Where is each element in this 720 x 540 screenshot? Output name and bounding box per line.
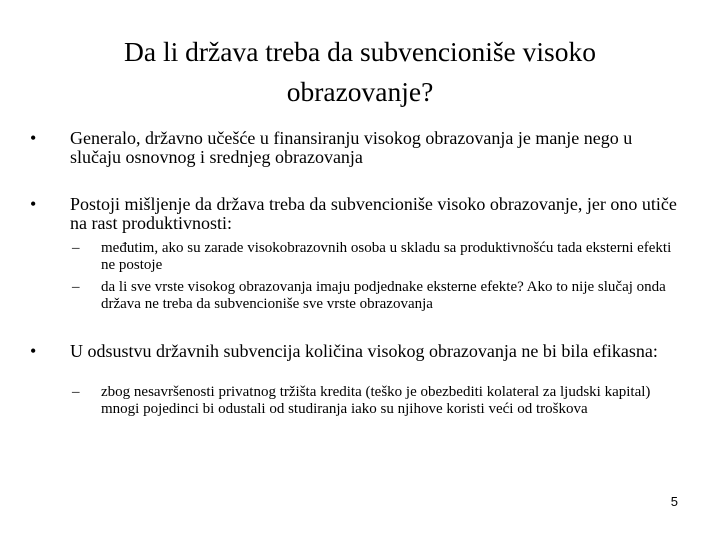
bullet-marker: • <box>30 128 37 148</box>
slide-title: Da li država treba da subvencioniše visoko obrazovanje? <box>124 36 596 107</box>
sub-bullet-marker: – <box>72 279 80 295</box>
bullet-item <box>30 195 680 233</box>
sub-bullet-item <box>72 279 672 313</box>
sub-bullet-marker: – <box>72 384 80 400</box>
bullet-text: Generalo, državno učešće u finansiranju visokog obrazovanja je manje nego u slučaju osnovnog i srednjeg obrazovanja <box>70 128 633 167</box>
bullet-marker: • <box>30 341 37 361</box>
sub-bullet-text: da li sve vrste visokog obrazovanja imaju podjednake eksterne efekte? Ako to nije slučaj onda država ne treba da subvencioniše sve vrste obrazovanja <box>101 279 666 312</box>
bullet-text: Postoji mišljenje da država treba da subvencioniše visoko obrazovanje, jer ono utiče na rast produktivnosti: <box>70 194 677 233</box>
page-number: 5 <box>670 494 678 509</box>
sub-bullet-text: zbog nesavršenosti privatnog tržišta kredita (teško je obezbediti kolateral za ljudski kapital) mnogi pojedinci bi odustali od studiranja iako su njihove koristi veći od troškova <box>101 384 651 417</box>
sub-bullet-item <box>72 384 672 418</box>
sub-bullet-item <box>72 240 672 274</box>
bullet-item <box>30 342 680 361</box>
bullet-item <box>30 129 680 167</box>
bullet-marker: • <box>30 194 37 214</box>
sub-bullet-text: međutim, ako su zarade visokobrazovnih osoba u skladu sa produktivnošću tada eksterni efekti ne postoje <box>101 240 672 273</box>
sub-bullet-marker: – <box>72 240 80 256</box>
bullet-text: U odsustvu državnih subvencija količina visokog obrazovanja ne bi bila efikasna: <box>70 341 658 361</box>
